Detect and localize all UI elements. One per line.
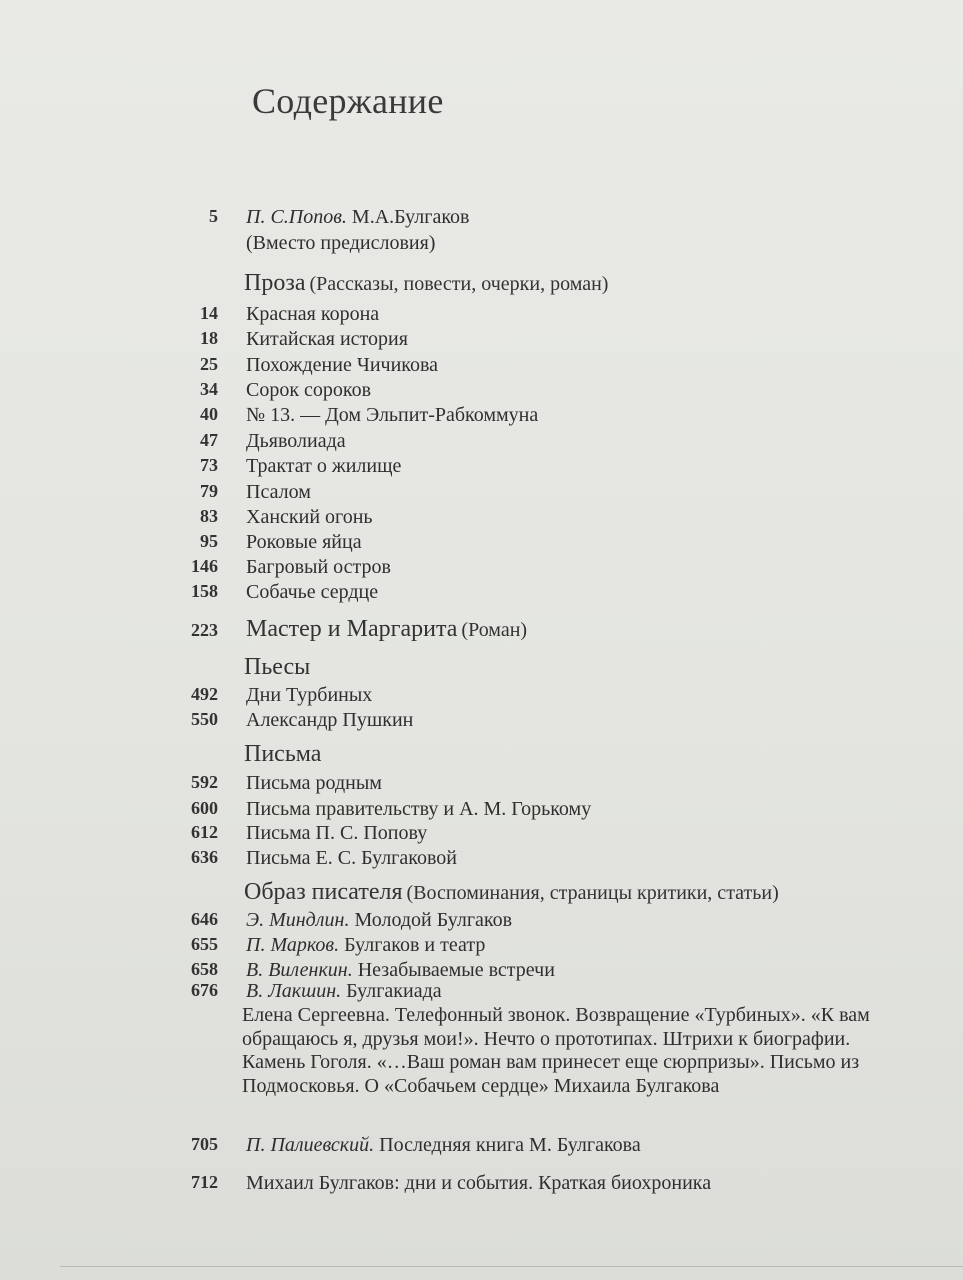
section-name: Проза [244,270,306,296]
entry-title: Дни Турбиных [246,684,373,706]
page-number: 79 [200,481,218,501]
section-heading-image [244,879,779,906]
page-number: 712 [191,1172,218,1192]
page-number: 83 [200,506,218,526]
page-number: 5 [209,206,218,226]
page-number: 223 [191,620,218,640]
page-number: 705 [191,1134,218,1154]
entry-title: Китайская история [246,328,408,350]
entry-title: № 13. — Дом Эльпит-Рабкоммуна [246,404,539,426]
entry-title: Роковые яйца [246,531,362,553]
novel-note: (Роман) [461,619,528,641]
entry-title: Похождение Чичикова [246,354,439,376]
entry-title: Ханский огонь [246,506,373,528]
entry-title: М.А.Булгаков [351,206,470,228]
entry-title: Красная корона [246,303,380,325]
entry-title: Булгаков и театр [344,934,486,956]
section-heading-letters [244,741,321,768]
section-note: (Рассказы, повести, очерки, роман) [309,273,609,295]
page-number: 34 [200,379,218,399]
section-name: Пьесы [244,654,311,680]
entry-text [246,616,527,643]
entry-title: Александр Пушкин [246,709,414,731]
entry-author: П. С.Попов. [246,206,347,228]
section-name: Образ писателя [244,879,403,905]
entry-title: Молодой Булгаков [354,909,513,931]
entry-title: Сорок сороков [246,379,372,401]
entry-title: Письма Е. С. Булгаковой [246,847,457,869]
section-heading-plays [244,654,310,681]
page-number: 612 [191,822,218,842]
novel-title: Мастер и Маргарита [246,616,458,642]
page-number: 18 [200,328,218,348]
entry-title: Письма П. С. Попову [246,822,428,844]
entry-title: Последняя книга М. Булгакова [379,1134,641,1156]
entry-text [246,959,555,982]
page-number: 550 [191,709,218,729]
page-number: 658 [191,959,218,979]
lakshin-contents: Елена Сергеевна. Телефонный звонок. Возвращение «Турбиных». «К вам обращаюсь я, друзья мои!». Нечто о прототипах. Штрихи к биографии. Камень Гоголя. «…Ваш роман вам принесет еще сюрпризы». Письмо из Подмосковья. О «Собачьем сердце» Михаила Булгакова [242,1004,870,1097]
entry-title: Михаил Булгаков: дни и события. Краткая биохроника [246,1172,712,1194]
page-number: 95 [200,531,218,551]
entry-author: В. Виленкин. [246,959,353,981]
page-number: 40 [200,404,218,424]
entry-text [246,980,442,1003]
entry-text [246,1134,641,1157]
entry-author: В. Лакшин. [246,980,342,1002]
entry-text [246,206,469,229]
page-title: Содержание [252,81,444,121]
page-edge-line [60,1266,963,1267]
entry-title: Багровый остров [246,556,391,578]
entry-title: Булгакиада [346,980,442,1002]
entry-author: Э. Миндлин. [246,909,350,931]
page-number: 158 [191,581,218,601]
section-note: (Воспоминания, страницы критики, статьи) [406,882,779,904]
entry-author: П. Марков. [246,934,340,956]
entry-title: Дьяволиада [246,430,346,452]
page-number: 600 [191,798,218,818]
entry-title: Собачье сердце [246,581,379,603]
page-number: 146 [191,556,218,576]
entry-title: Незабываемые встречи [357,959,555,981]
page-number: 14 [200,303,218,323]
page-number: 47 [200,430,218,450]
entry-title: Письма правительству и А. М. Горькому [246,798,592,820]
page-number: 73 [200,455,218,475]
page-number: 636 [191,847,218,867]
section-heading-prose [244,270,608,297]
page-number: 25 [200,354,218,374]
entry-author: П. Палиевский. [246,1134,375,1156]
page-number: 655 [191,934,218,954]
section-name: Письма [244,741,322,767]
entry-title: Псалом [246,481,311,503]
page-number: 676 [191,980,218,1000]
entry-text [246,909,512,932]
entry-title: Трактат о жилище [246,455,402,477]
page-number: 492 [191,684,218,704]
page-number: 592 [191,772,218,792]
entry-subtitle: (Вместо предисловия) [246,232,436,254]
page-number: 646 [191,909,218,929]
entry-text [246,934,485,957]
entry-title: Письма родным [246,772,382,794]
